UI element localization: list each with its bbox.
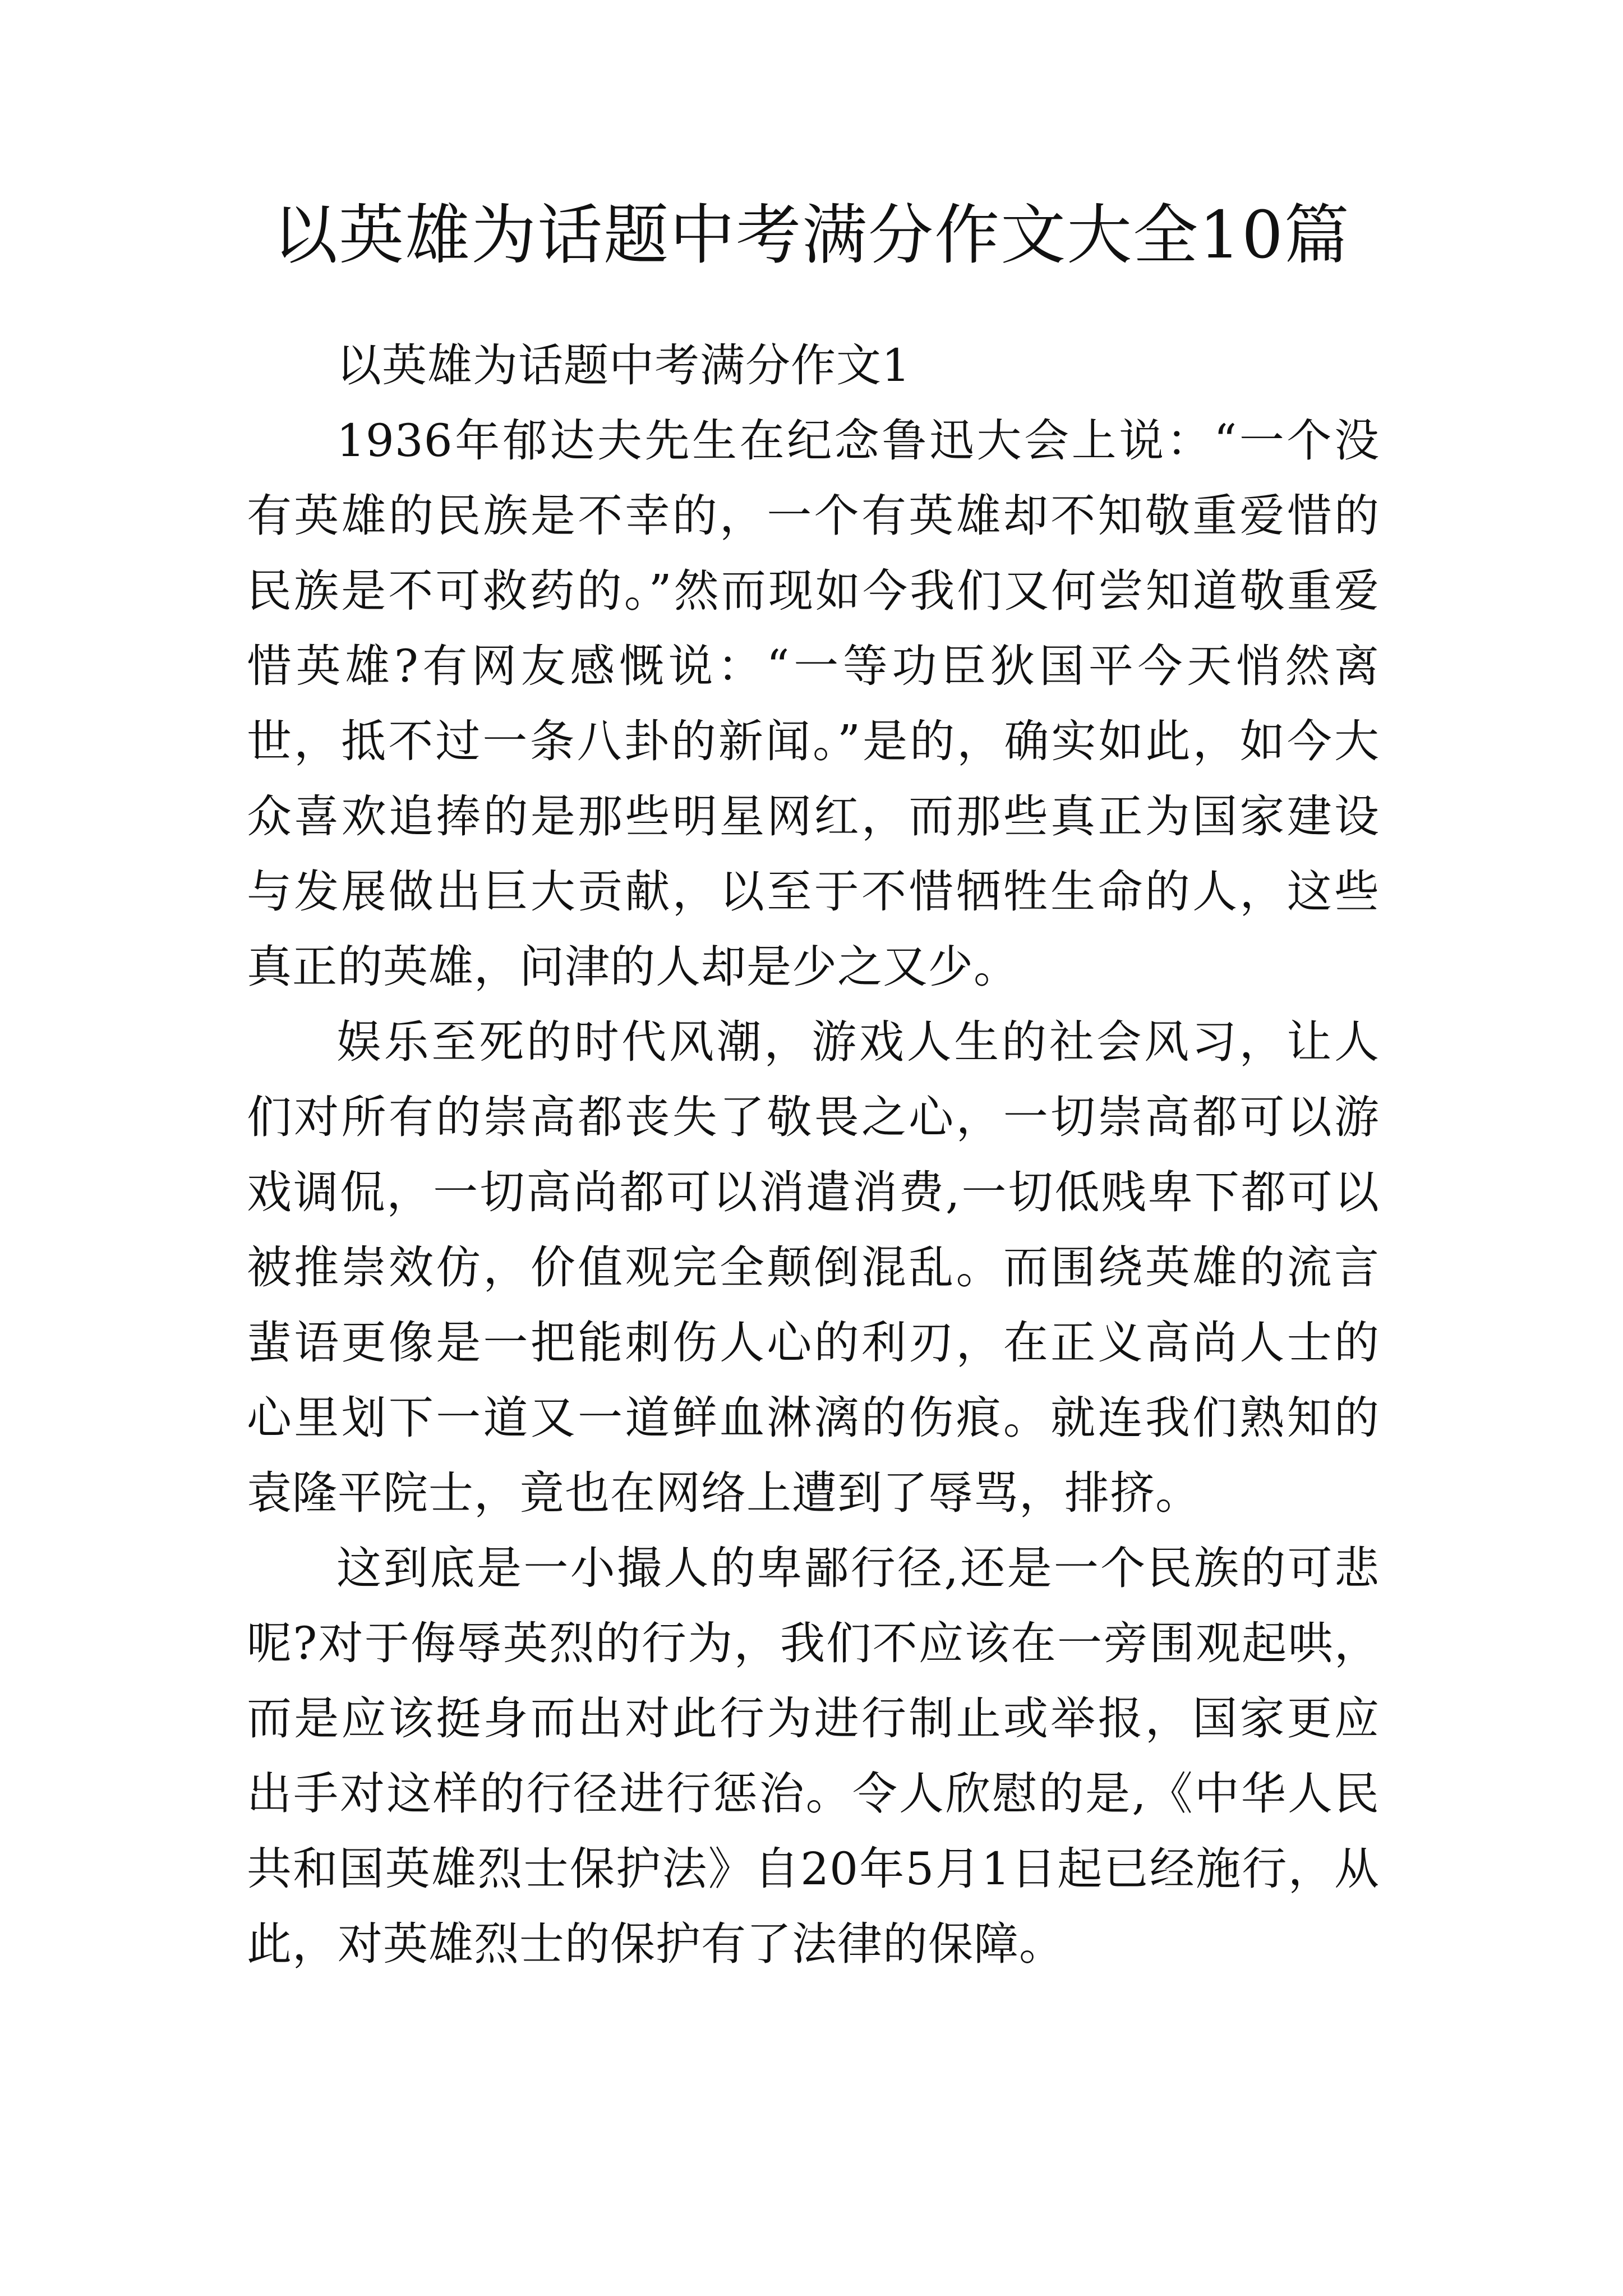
document-title: 以英雄为话题中考满分作文大全10篇: [273, 197, 1350, 273]
essay-heading: 以英雄为话题中考满分作文1: [336, 339, 911, 392]
paragraph-3: 这到底是一小撮人的卑鄙行径,还是一个民族的可悲呢?对于侮辱英烈的行为，我们不应该在一旁围观起哄，而是应该挺身而出对此行为进行制止或举报，国家更应出手对这样的行径进行惩治。令人欣慰的是,《中华人民共和国英雄烈士保护法》自20年5月1日起已经施行，从此，对英雄烈士的保护有了法律的保障。: [247, 1542, 1380, 1970]
document-body: [247, 328, 1380, 1982]
paragraph-1: 1936年郁达夫先生在纪念鲁迅大会上说：“一个没有英雄的民族是不幸的，一个有英雄却不知敬重爱惜的民族是不可救药的。”然而现如今我们又何尝知道敬重爱惜英雄?有网友感慨说：“一等功臣狄国平今天悄然离世，抵不过一条八卦的新闻。”是的，确实如此，如今大众喜欢追捧的是那些明星网红，而那些真正为国家建设与发展做出巨大贡献，以至于不惜牺牲生命的人，这些真正的英雄，问津的人却是少之又少。: [247, 415, 1380, 993]
paragraph-2: 娱乐至死的时代风潮，游戏人生的社会风习，让人们对所有的崇高都丧失了敬畏之心，一切崇高都可以游戏调侃，一切高尚都可以消遣消费,一切低贱卑下都可以被推崇效仿，价值观完全颠倒混乱。而围绕英雄的流言蜚语更像是一把能刺伤人心的利刃，在正义高尚人士的心里划下一道又一道鲜血淋漓的伤痕。就连我们熟知的袁隆平院士，竟也在网络上遭到了辱骂，排挤。: [247, 1016, 1380, 1519]
